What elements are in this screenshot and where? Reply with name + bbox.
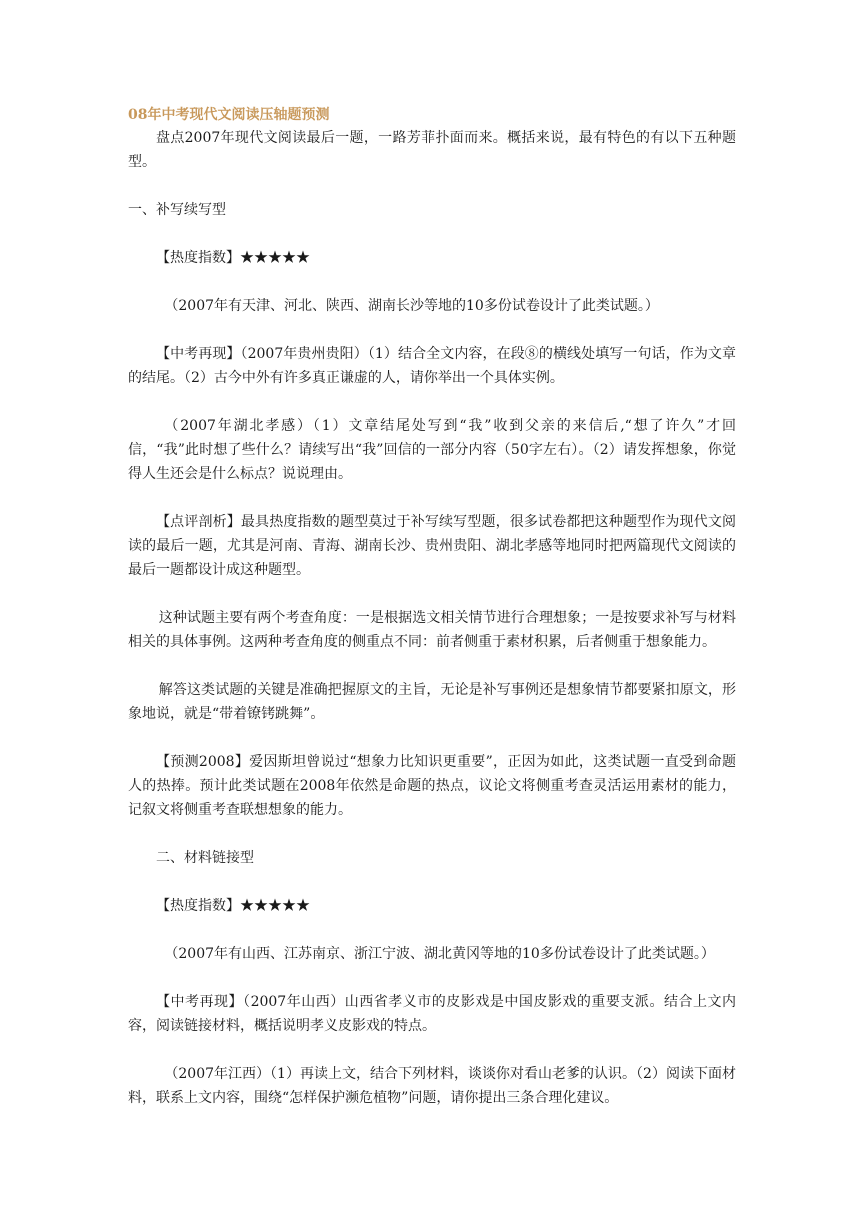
intro-paragraph: 盘点2007年现代文阅读最后一题，一路芳菲扑面而来。概括来说，最有特色的有以下五种题型。 xyxy=(128,130,736,170)
heat-index: 【热度指数】★★★★★ xyxy=(156,250,310,266)
section-heading: 二、材料链接型 xyxy=(156,850,254,866)
exam-example: （2007年江西）（1）再读上文，结合下列材料，谈谈你对看山老爹的认识。（2）阅读下面材料，联系上文内容，围绕“怎样保护濒危植物”问题，请你提出三条合理化建议。 xyxy=(128,1066,736,1106)
forecast-paragraph: 【预测2008】爱因斯坦曾说过“想象力比知识更重要”，正因为如此，这类试题一直受到命题人的热捧。预计此类试题在2008年依然是命题的热点，议论文将侧重考查灵活运用素材的能力，记叙文将侧重考查联想想象的能力。 xyxy=(128,754,736,818)
document-title: 08年中考现代文阅读压轴题预测 xyxy=(128,107,330,123)
exam-example: 【中考再现】（2007年贵州贵阳）（1）结合全文内容，在段⑧的横线处填写一句话，作为文章的结尾。（2）古今中外有许多真正谦虚的人，请你举出一个具体实例。 xyxy=(128,346,736,386)
analysis-paragraph: 【点评剖析】最具热度指数的题型莫过于补写续写型题，很多试卷都把这种题型作为现代文阅读的最后一题，尤其是河南、青海、湖南长沙、贵州贵阳、湖北孝感等地同时把两篇现代文阅读的最后一题都设计成这种题型。 xyxy=(128,514,736,578)
analysis-paragraph: 这种试题主要有两个考查角度：一是根据选文相关情节进行合理想象；一是按要求补写与材料相关的具体事例。这两种考查角度的侧重点不同：前者侧重于素材积累，后者侧重于想象能力。 xyxy=(128,610,736,650)
document-page xyxy=(128,104,736,1110)
section-heading: 一、补写续写型 xyxy=(128,202,226,218)
exam-example: （2007年湖北孝感）（1）文章结尾处写到“我”收到父亲的来信后,“想了许久”才回信，“我”此时想了些什么？请续写出“我”回信的一部分内容（50字左右）。（2）请发挥想象，你觉得人生还会是什么标点？说说理由。 xyxy=(128,418,736,482)
exam-example: 【中考再现】（2007年山西）山西省孝义市的皮影戏是中国皮影戏的重要支派。结合上文内容，阅读链接材料，概括说明孝义皮影戏的特点。 xyxy=(128,994,736,1034)
analysis-paragraph: 解答这类试题的关键是准确把握原文的主旨，无论是补写事例还是想象情节都要紧扣原文，形象地说，就是“带着镣铐跳舞”。 xyxy=(128,682,736,722)
coverage-note: （2007年有山西、江苏南京、浙江宁波、湖北黄冈等地的10多份试卷设计了此类试题。） xyxy=(164,946,715,962)
coverage-note: （2007年有天津、河北、陕西、湖南长沙等地的10多份试卷设计了此类试题。） xyxy=(164,298,659,314)
heat-index: 【热度指数】★★★★★ xyxy=(156,898,310,914)
